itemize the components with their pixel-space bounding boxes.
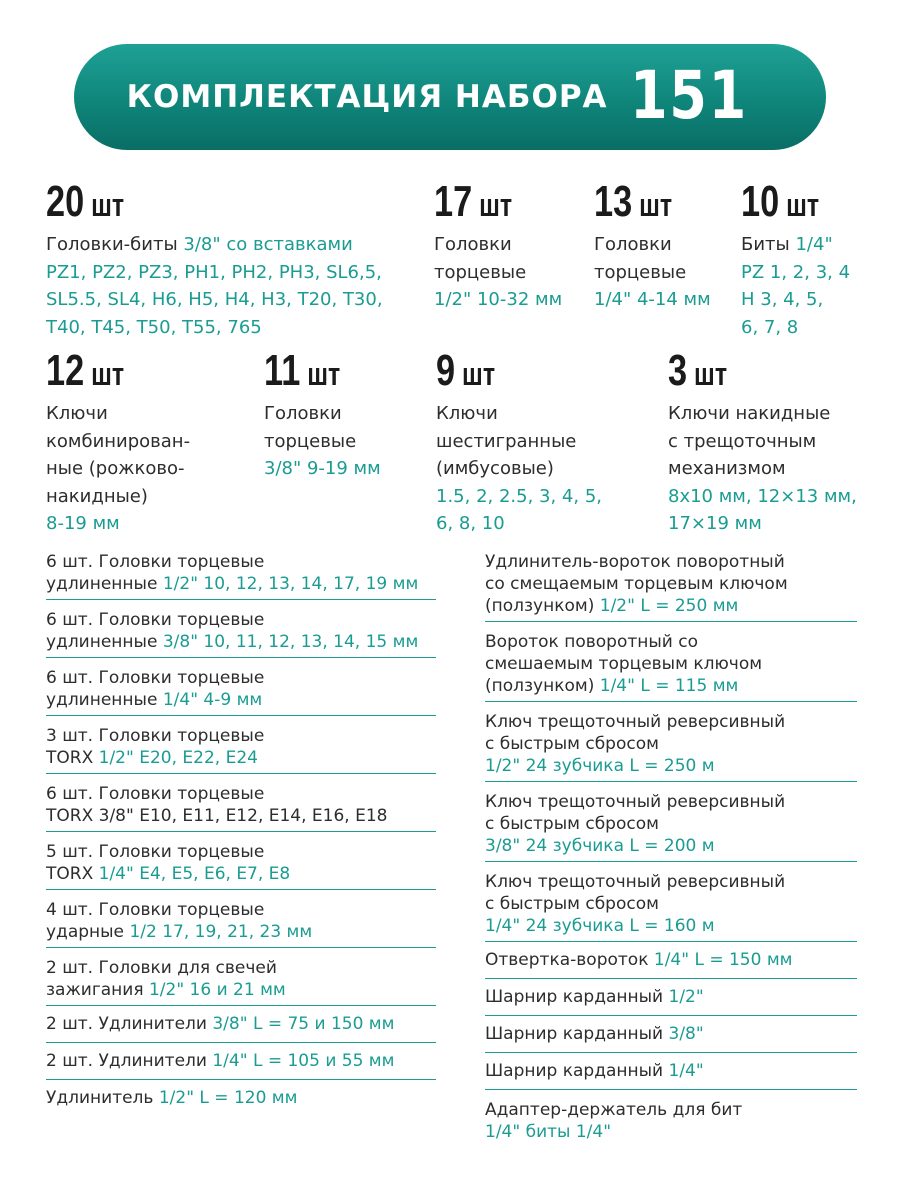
banner-number: 151 <box>629 56 748 134</box>
qty-block <box>264 346 424 483</box>
spec-text: 1/4" 4-9 мм <box>162 690 263 710</box>
desc-text: торцевые <box>594 261 687 283</box>
description-line <box>594 259 734 287</box>
item-line <box>46 573 436 595</box>
desc-text: TORX <box>46 748 99 768</box>
description-line <box>46 510 246 538</box>
list-item <box>485 862 857 942</box>
item-line <box>485 1023 857 1045</box>
qty-block <box>46 346 246 538</box>
banner-title: КОМПЛЕКТАЦИЯ НАБОРА <box>126 79 608 115</box>
quantity-unit: шт <box>84 356 125 392</box>
item-line <box>485 1060 857 1082</box>
list-item <box>46 716 436 774</box>
desc-text: торцевые <box>434 261 527 283</box>
list-item <box>485 622 857 702</box>
desc-text: накидные) <box>46 485 148 507</box>
spec-text: 8х10 мм, 12×13 мм, <box>668 485 857 507</box>
desc-text: 6 шт. Головки торцевые <box>46 610 265 630</box>
item-line <box>46 899 436 921</box>
description-line <box>46 286 426 314</box>
desc-text: Шарнир карданный <box>485 1061 669 1081</box>
item-line <box>485 595 857 617</box>
quantity-unit: шт <box>472 187 513 223</box>
description-line <box>436 483 656 511</box>
quantity-unit: шт <box>687 356 728 392</box>
spec-text: 6, 7, 8 <box>741 316 799 338</box>
desc-text: Шарнир карданный <box>485 987 669 1007</box>
spec-text: H 3, 4, 5, <box>741 289 824 310</box>
quantity-label <box>46 346 125 396</box>
desc-text: Удлинитель <box>46 1088 159 1108</box>
spec-text: SL5.5, SL4, H6, H5, H4, H3, T20, T30, <box>46 289 383 310</box>
description-line <box>46 483 246 511</box>
item-line <box>485 675 857 697</box>
list-item <box>46 890 436 948</box>
description-line <box>741 314 871 342</box>
spec-text: 1/2" 24 зубчика L = 250 м <box>485 756 715 776</box>
quantity-label <box>436 346 496 396</box>
desc-text: шестигранные <box>436 430 577 452</box>
list-item <box>485 542 857 622</box>
spec-text: 1/4" 24 зубчика L = 160 м <box>485 916 715 936</box>
desc-text: 4 шт. Головки торцевые <box>46 900 265 920</box>
desc-text: Головки <box>434 234 512 255</box>
quantity-unit: шт <box>632 187 673 223</box>
description-line <box>434 231 584 259</box>
item-line <box>485 631 857 653</box>
right-item-list <box>485 542 857 1150</box>
list-item <box>485 1090 857 1150</box>
quantity-number: 10 <box>741 177 780 226</box>
item-line <box>46 841 436 863</box>
quantity-label <box>594 177 673 227</box>
desc-text: удлиненные <box>46 632 163 652</box>
item-line <box>485 871 857 893</box>
quantity-unit: шт <box>455 356 496 392</box>
quantity-number: 13 <box>594 177 633 226</box>
spec-text: 1/4" <box>795 234 833 255</box>
list-item <box>46 658 436 716</box>
desc-text: удлиненные <box>46 690 163 710</box>
item-line <box>485 755 857 777</box>
block-description <box>46 231 426 341</box>
item-line <box>46 551 436 573</box>
quantity-label <box>434 177 513 227</box>
list-item <box>46 600 436 658</box>
description-line <box>436 455 656 483</box>
desc-text: TORX <box>46 864 99 884</box>
spec-text: 3/8" L = 75 и 150 мм <box>212 1014 395 1034</box>
item-line <box>485 1121 857 1143</box>
description-line <box>668 510 868 538</box>
spec-text: 1/4" L = 105 и 55 мм <box>212 1051 395 1071</box>
description-line <box>436 400 656 428</box>
desc-text: Ключ трещоточный реверсивный <box>485 792 786 812</box>
quantity-number: 20 <box>46 177 85 226</box>
spec-text: 1/2" L = 120 мм <box>158 1088 298 1108</box>
quantity-unit: шт <box>84 187 125 223</box>
description-line <box>668 483 868 511</box>
desc-text: торцевые <box>264 430 357 452</box>
item-line <box>485 1099 857 1121</box>
block-description <box>264 400 424 483</box>
description-line <box>594 286 734 314</box>
quantity-number: 3 <box>668 346 688 395</box>
description-line <box>668 400 868 428</box>
description-line <box>594 231 734 259</box>
description-line <box>668 428 868 456</box>
item-line <box>485 653 857 675</box>
desc-text: Головки <box>264 403 342 424</box>
item-line <box>46 667 436 689</box>
desc-text: 5 шт. Головки торцевые <box>46 842 265 862</box>
list-item <box>485 979 857 1016</box>
desc-text: комбинирован- <box>46 430 191 452</box>
left-item-list <box>46 542 436 1125</box>
item-line <box>46 689 436 711</box>
item-line <box>46 631 436 653</box>
desc-text: Биты <box>741 234 796 255</box>
item-line <box>485 711 857 733</box>
spec-text: 1/4" L = 150 мм <box>653 950 793 970</box>
desc-text: с быстрым сбросом <box>485 814 659 834</box>
desc-text: 6 шт. Головки торцевые <box>46 668 265 688</box>
list-item <box>46 1043 436 1080</box>
item-line <box>46 979 436 1001</box>
spec-text: 3/8" 10, 11, 12, 13, 14, 15 мм <box>162 632 419 652</box>
desc-text: (ползунком) <box>485 676 600 696</box>
item-line <box>485 986 857 1008</box>
spec-text: 1/4" E4, E5, E6, E7, E8 <box>98 864 291 884</box>
desc-text: (ползунком) <box>485 596 600 616</box>
description-line <box>46 314 426 342</box>
qty-block <box>434 177 584 314</box>
spec-text: 1/2" 10, 12, 13, 14, 17, 19 мм <box>162 574 419 594</box>
item-line <box>485 551 857 573</box>
item-line <box>485 791 857 813</box>
desc-text: Шарнир карданный <box>485 1024 669 1044</box>
description-line <box>434 259 584 287</box>
description-line <box>436 428 656 456</box>
list-item <box>46 1006 436 1043</box>
desc-text: Ключи <box>436 403 498 424</box>
item-line <box>46 609 436 631</box>
item-line <box>46 747 436 769</box>
desc-text: 6 шт. Головки торцевые <box>46 784 265 804</box>
qty-block <box>668 346 868 538</box>
desc-text: Удлинитель-вороток поворотный <box>485 552 785 572</box>
item-line <box>46 957 436 979</box>
spec-text: 3/8" со вставками <box>183 234 353 255</box>
spec-text: PZ1, PZ2, PZ3, PH1, PH2, PH3, SL6,5, <box>46 261 382 283</box>
desc-text: зажигания <box>46 980 149 1000</box>
quantity-number: 12 <box>46 346 85 395</box>
quantity-label <box>264 346 341 396</box>
desc-text: Головки-биты <box>46 234 184 255</box>
desc-text: 2 шт. Головки для свечей <box>46 958 277 978</box>
desc-text: Ключ трещоточный реверсивный <box>485 872 786 892</box>
item-line <box>46 725 436 747</box>
qty-block <box>741 177 871 341</box>
item-line <box>485 949 857 971</box>
description-line <box>741 231 871 259</box>
item-line <box>485 733 857 755</box>
quantity-label <box>46 177 125 227</box>
desc-text: Отвертка-вороток <box>485 950 654 970</box>
desc-text: 6 шт. Головки торцевые <box>46 552 265 572</box>
spec-text: 1/4" биты 1/4" <box>485 1122 612 1142</box>
description-line <box>46 455 246 483</box>
item-line <box>46 921 436 943</box>
qty-block <box>46 177 426 341</box>
list-item <box>485 942 857 979</box>
spec-text: 6, 8, 10 <box>436 513 505 534</box>
spec-text: 1/4" 4-14 мм <box>594 289 711 310</box>
spec-text: 1/2" L = 250 мм <box>599 596 739 616</box>
list-item <box>46 542 436 600</box>
quantity-unit: шт <box>300 356 341 392</box>
qty-block <box>436 346 656 538</box>
block-description <box>46 400 246 538</box>
description-line <box>741 259 871 287</box>
list-item <box>46 774 436 832</box>
quantity-label <box>741 177 820 227</box>
block-description <box>436 400 656 538</box>
spec-text: 1/4" <box>668 1061 704 1081</box>
item-line <box>46 1087 436 1109</box>
item-line <box>46 863 436 885</box>
desc-text: 3 шт. Головки торцевые <box>46 726 265 746</box>
desc-text: с быстрым сбросом <box>485 894 659 914</box>
desc-text: Адаптер-держатель для бит <box>485 1100 743 1120</box>
spec-text: 3/8" 9-19 мм <box>264 458 381 479</box>
list-item <box>485 1016 857 1053</box>
block-description <box>434 231 584 314</box>
list-item <box>485 782 857 862</box>
description-line <box>668 455 868 483</box>
quantity-number: 17 <box>434 177 473 226</box>
list-item <box>485 702 857 782</box>
spec-text: 3/8" <box>668 1024 704 1044</box>
spec-text: 17×19 мм <box>668 513 762 534</box>
description-line <box>46 400 246 428</box>
item-line <box>46 783 436 805</box>
spec-text: 1/2" <box>668 987 704 1007</box>
spec-text: 1.5, 2, 2.5, 3, 4, 5, <box>436 485 602 507</box>
desc-text: ударные <box>46 922 130 942</box>
desc-text: смешаемым торцевым ключом <box>485 654 763 674</box>
spec-text: 8-19 мм <box>46 513 120 534</box>
list-item <box>485 1053 857 1090</box>
spec-text: PZ 1, 2, 3, 4 <box>741 261 851 283</box>
quantity-number: 11 <box>264 346 301 395</box>
item-line <box>46 1050 436 1072</box>
item-line <box>485 573 857 595</box>
description-line <box>46 231 426 259</box>
item-line <box>485 835 857 857</box>
quantity-unit: шт <box>779 187 820 223</box>
description-line <box>741 286 871 314</box>
list-item <box>46 948 436 1006</box>
description-line <box>264 428 424 456</box>
item-line <box>485 813 857 835</box>
spec-text: 1/2" 10-32 мм <box>434 289 563 310</box>
spec-text: 3/8" 24 зубчика L = 200 м <box>485 836 715 856</box>
desc-text: с быстрым сбросом <box>485 734 659 754</box>
title-banner <box>74 44 826 150</box>
list-item <box>46 1080 436 1125</box>
item-line <box>46 805 436 827</box>
desc-text: удлиненные <box>46 574 163 594</box>
quantity-label <box>668 346 728 396</box>
desc-text: 2 шт. Удлинители <box>46 1051 213 1071</box>
item-line <box>46 1013 436 1035</box>
block-description <box>594 231 734 314</box>
desc-text: Вороток поворотный со <box>485 632 698 652</box>
spec-text: 1/2 17, 19, 21, 23 мм <box>129 922 313 942</box>
quantity-number: 9 <box>436 346 456 395</box>
desc-text: Ключи накидные <box>668 403 831 424</box>
desc-text: механизмом <box>668 458 786 479</box>
item-line <box>485 915 857 937</box>
desc-text: TORX 3/8" E10, E11, E12, E14, E16, E18 <box>46 806 388 826</box>
description-line <box>46 259 426 287</box>
description-line <box>434 286 584 314</box>
desc-text: ные (рожково- <box>46 458 185 479</box>
qty-block <box>594 177 734 314</box>
block-description <box>668 400 868 538</box>
block-description <box>741 231 871 341</box>
description-line <box>46 428 246 456</box>
desc-text: Ключ трещоточный реверсивный <box>485 712 786 732</box>
spec-text: 1/2" 16 и 21 мм <box>148 980 286 1000</box>
spec-text: T40, T45, T50, T55, 765 <box>46 316 262 338</box>
spec-text: 1/4" L = 115 мм <box>599 676 739 696</box>
description-line <box>264 455 424 483</box>
list-item <box>46 832 436 890</box>
description-line <box>436 510 656 538</box>
desc-text: с трещоточным <box>668 430 817 452</box>
desc-text: со смещаемым торцевым ключом <box>485 574 788 594</box>
desc-text: 2 шт. Удлинители <box>46 1014 213 1034</box>
desc-text: Головки <box>594 234 672 255</box>
desc-text: (имбусовые) <box>436 458 554 479</box>
desc-text: Ключи <box>46 403 108 424</box>
description-line <box>264 400 424 428</box>
item-line <box>485 893 857 915</box>
spec-text: 1/2" E20, E22, E24 <box>98 748 258 768</box>
